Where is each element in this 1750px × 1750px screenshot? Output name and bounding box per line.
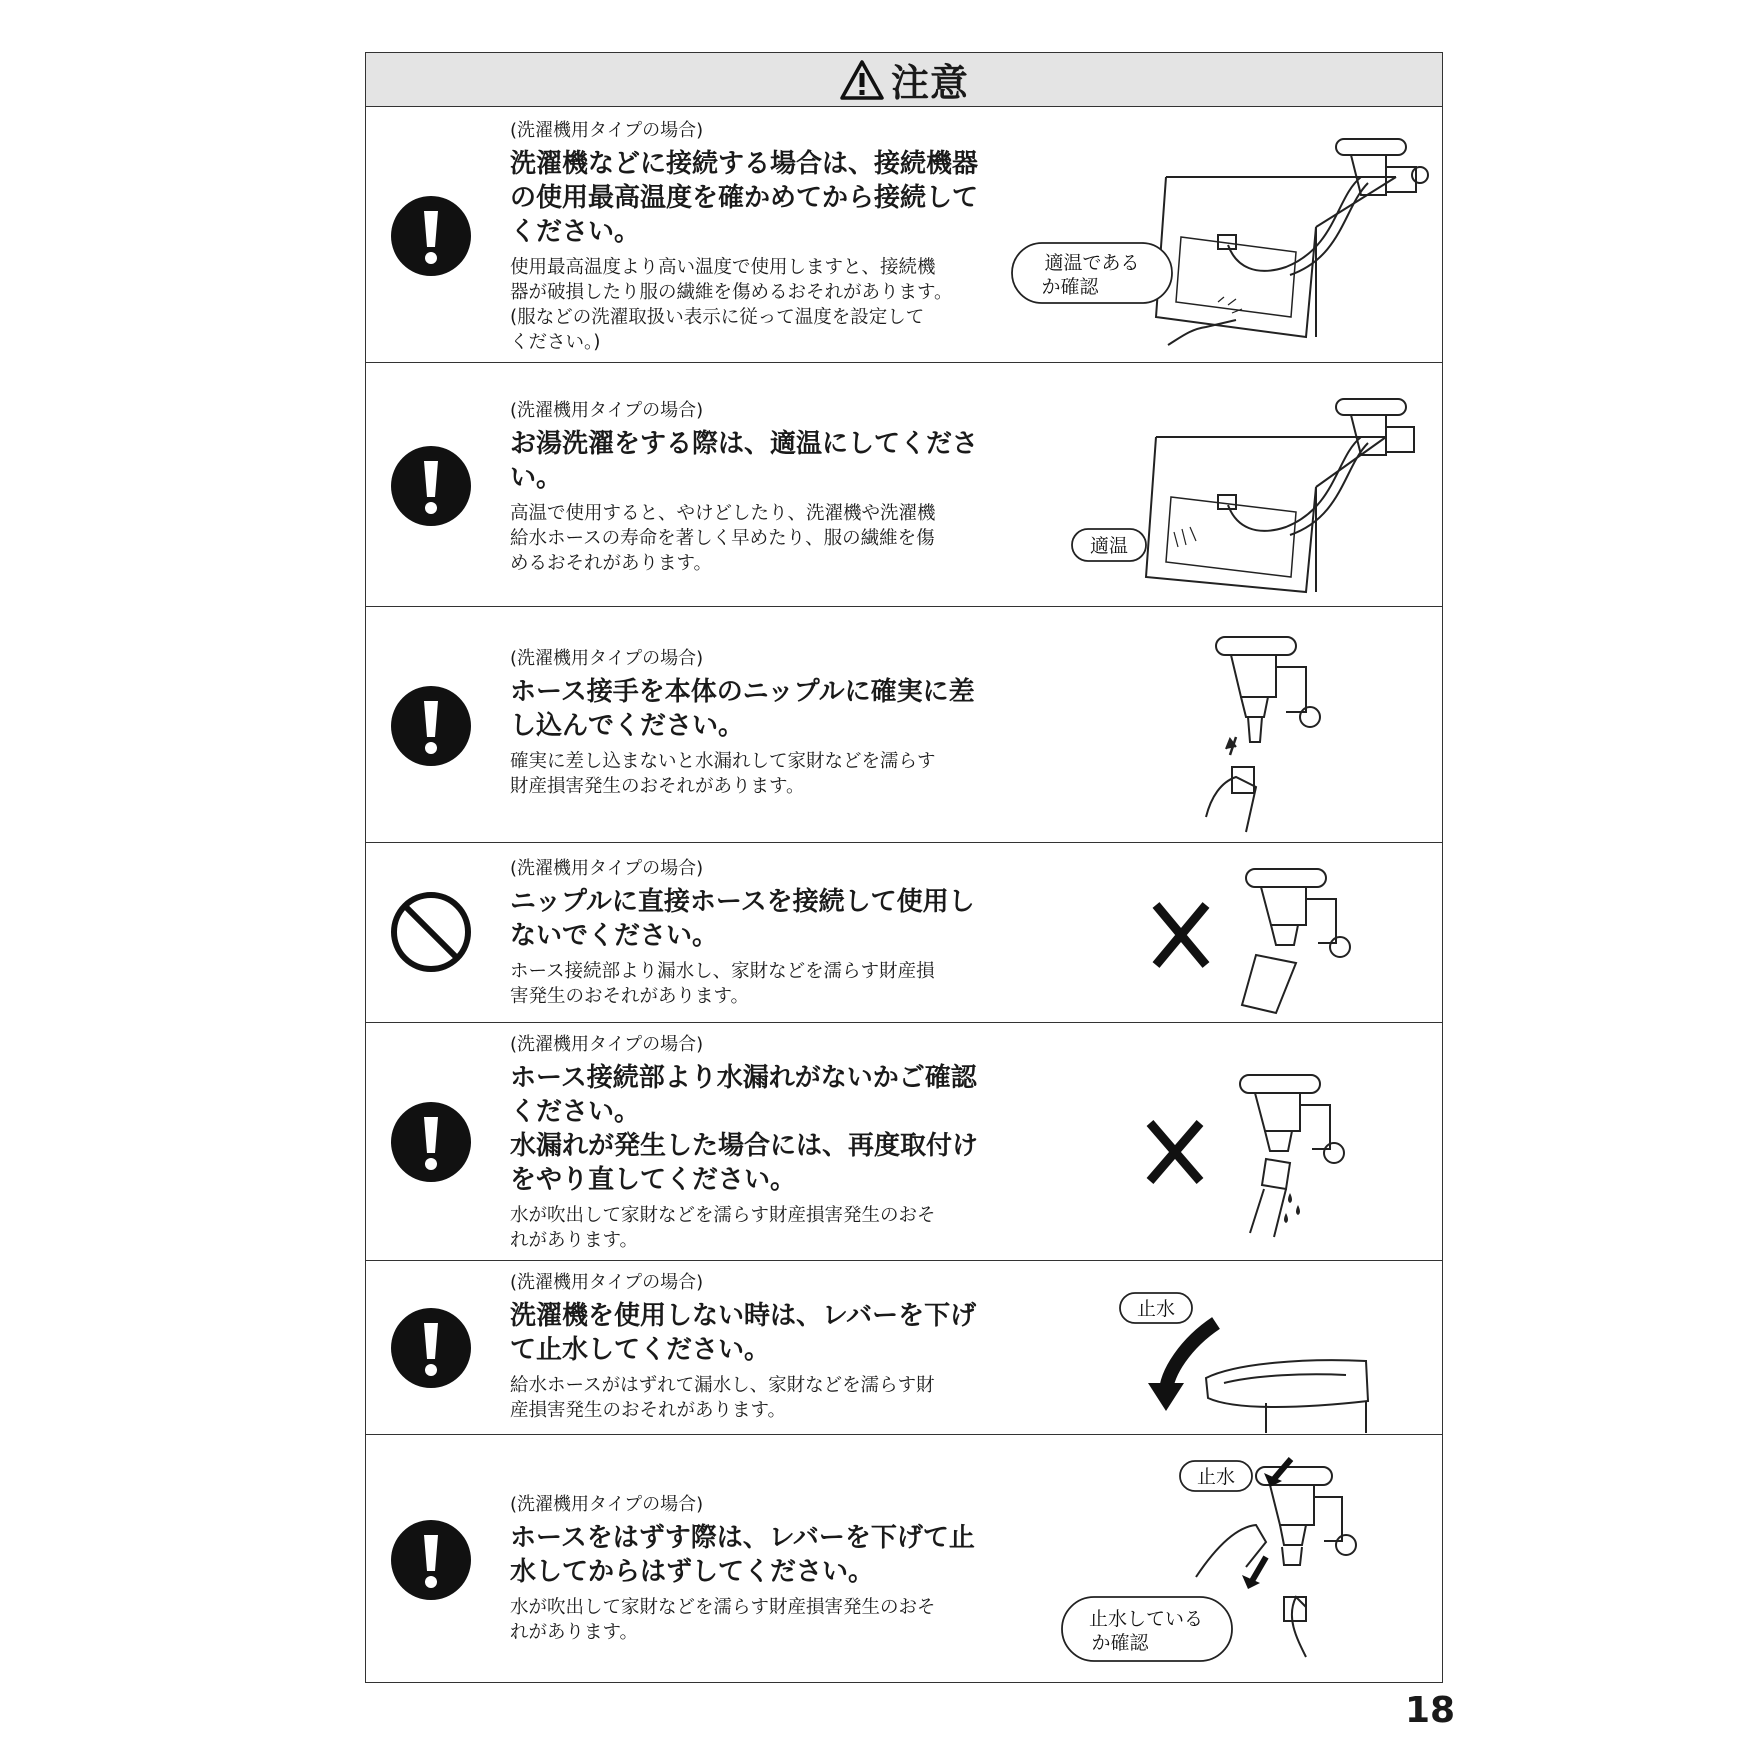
heading-line: をやり直してください。: [510, 1165, 797, 1195]
heading-line: し込んでください。: [510, 711, 745, 741]
body-line: (服などの洗濯取扱い表示に従って温度を設定して: [510, 307, 925, 328]
washing-machine-faucet-illustration: [1066, 377, 1426, 601]
row-text: [510, 857, 1010, 1009]
warning-heading: [510, 1299, 1010, 1367]
category-label: (洗濯機用タイプの場合): [510, 858, 704, 879]
row-text: [510, 1493, 1010, 1645]
heading-line: ニップルに直接ホースを接続して使用し: [510, 887, 975, 917]
body-line: 財産損害発生のおそれがあります。: [510, 776, 805, 797]
body-line: ホース接続部より漏水し、家財などを濡らす財産損: [510, 961, 935, 982]
heading-line: ホース接手を本体のニップルに確実に差: [510, 677, 975, 707]
callout-line: 適温: [1089, 535, 1129, 557]
category-label: (洗濯機用タイプの場合): [510, 1034, 704, 1055]
caution-row-1: [366, 107, 1442, 363]
body-line: れがあります。: [510, 1622, 639, 1643]
callout-line: 止水: [1136, 1298, 1176, 1320]
heading-line: ください。: [510, 217, 641, 247]
row-text: [510, 1271, 1010, 1423]
heading-line: ホース接続部より水漏れがないかご確認: [510, 1063, 977, 1093]
mandatory-icon: [390, 685, 472, 767]
body-line: 水が吹出して家財などを濡らす財産損害発生のおそ: [510, 1597, 936, 1618]
category-label: (洗濯機用タイプの場合): [510, 120, 704, 141]
warning-body: [510, 1595, 1010, 1645]
heading-line: て止水してください。: [510, 1335, 771, 1365]
body-line: 器が破損したり服の繊維を傷めるおそれがあります。: [510, 282, 953, 303]
heading-line: い。: [510, 463, 563, 493]
mandatory-icon: [390, 1307, 472, 1389]
hose-removal-illustration: [1056, 1447, 1426, 1679]
warning-triangle-icon: [839, 59, 885, 101]
warning-body: [510, 1203, 1010, 1253]
mandatory-icon: [390, 1101, 472, 1183]
body-line: れがあります。: [510, 1230, 639, 1251]
body-line: めるおそれがあります。: [510, 553, 713, 574]
warning-body: [510, 959, 1010, 1009]
row-text: [510, 647, 1010, 799]
callout-line: か確認: [1091, 1632, 1149, 1654]
warning-body: [510, 255, 1010, 355]
warning-heading: [510, 147, 1010, 249]
heading-line: お湯洗濯をする際は、適温にしてくださ: [510, 429, 979, 459]
mandatory-icon: [390, 445, 472, 527]
caution-table: [365, 52, 1443, 1683]
heading-line: 水してからはずしてください。: [510, 1557, 875, 1587]
warning-heading: [510, 1061, 1010, 1197]
body-line: 給水ホースの寿命を著しく早めたり、服の繊維を傷: [510, 528, 935, 549]
callout-line: 適温である: [1044, 252, 1140, 274]
category-label: (洗濯機用タイプの場合): [510, 400, 704, 421]
heading-line: ください。: [510, 1097, 641, 1127]
category-label: (洗濯機用タイプの場合): [510, 1272, 704, 1293]
heading-line: 洗濯機などに接続する場合は、接続機器: [510, 149, 979, 179]
row-text: [510, 399, 1010, 576]
caution-row-5: [366, 1023, 1442, 1261]
heading-line: 洗濯機を使用しない時は、レバーを下げ: [510, 1301, 977, 1331]
warning-heading: [510, 675, 1010, 743]
warning-heading: [510, 1521, 1010, 1589]
caution-row-3: [366, 607, 1442, 843]
warning-heading: [510, 427, 1010, 495]
caution-row-4: [366, 843, 1442, 1023]
warning-body: [510, 749, 1010, 799]
water-leak-check-illustration: [1140, 1053, 1410, 1243]
caution-title: 注意: [890, 61, 969, 105]
mandatory-icon: [390, 195, 472, 277]
body-line: 確実に差し込まないと水漏れして家財などを濡らす: [510, 751, 936, 772]
warning-heading: [510, 885, 1010, 953]
caution-header: [366, 53, 1442, 107]
callout-line: 止水している: [1088, 1608, 1204, 1630]
body-line: 水が吹出して家財などを濡らす財産損害発生のおそ: [510, 1205, 936, 1226]
body-line: 高温で使用すると、やけどしたり、洗濯機や洗濯機: [510, 503, 936, 524]
body-line: ください。): [510, 332, 601, 353]
body-line: 産損害発生のおそれがあります。: [510, 1400, 787, 1421]
heading-line: 水漏れが発生した場合には、再度取付け: [510, 1131, 979, 1161]
body-line: 害発生のおそれがあります。: [510, 986, 750, 1007]
prohibited-icon: [390, 891, 472, 973]
direct-hose-prohibited-illustration: [1146, 855, 1406, 1015]
category-label: (洗濯機用タイプの場合): [510, 1494, 704, 1515]
caution-row-6: [366, 1261, 1442, 1435]
warning-body: [510, 1373, 1010, 1423]
category-label: (洗濯機用タイプの場合): [510, 648, 704, 669]
hose-insertion-illustration: [1186, 617, 1386, 837]
heading-line: ホースをはずす際は、レバーを下げて止: [510, 1523, 975, 1553]
washing-machine-faucet-illustration: [1006, 117, 1436, 357]
lever-down-illustration: [1106, 1283, 1406, 1433]
page-number: 18: [1405, 1690, 1456, 1731]
caution-row-7: [366, 1435, 1442, 1683]
heading-line: ないでください。: [510, 921, 719, 951]
mandatory-icon: [390, 1519, 472, 1601]
heading-line: の使用最高温度を確かめてから接続して: [510, 183, 979, 213]
caution-row-2: [366, 363, 1442, 607]
body-line: 給水ホースがはずれて漏水し、家財などを濡らす財: [510, 1375, 935, 1396]
body-line: 使用最高温度より高い温度で使用しますと、接続機: [510, 257, 936, 278]
row-text: [510, 119, 1010, 355]
row-text: [510, 1033, 1010, 1253]
callout-line: か確認: [1041, 276, 1099, 298]
callout-line: 止水: [1196, 1466, 1236, 1488]
warning-body: [510, 501, 1010, 576]
